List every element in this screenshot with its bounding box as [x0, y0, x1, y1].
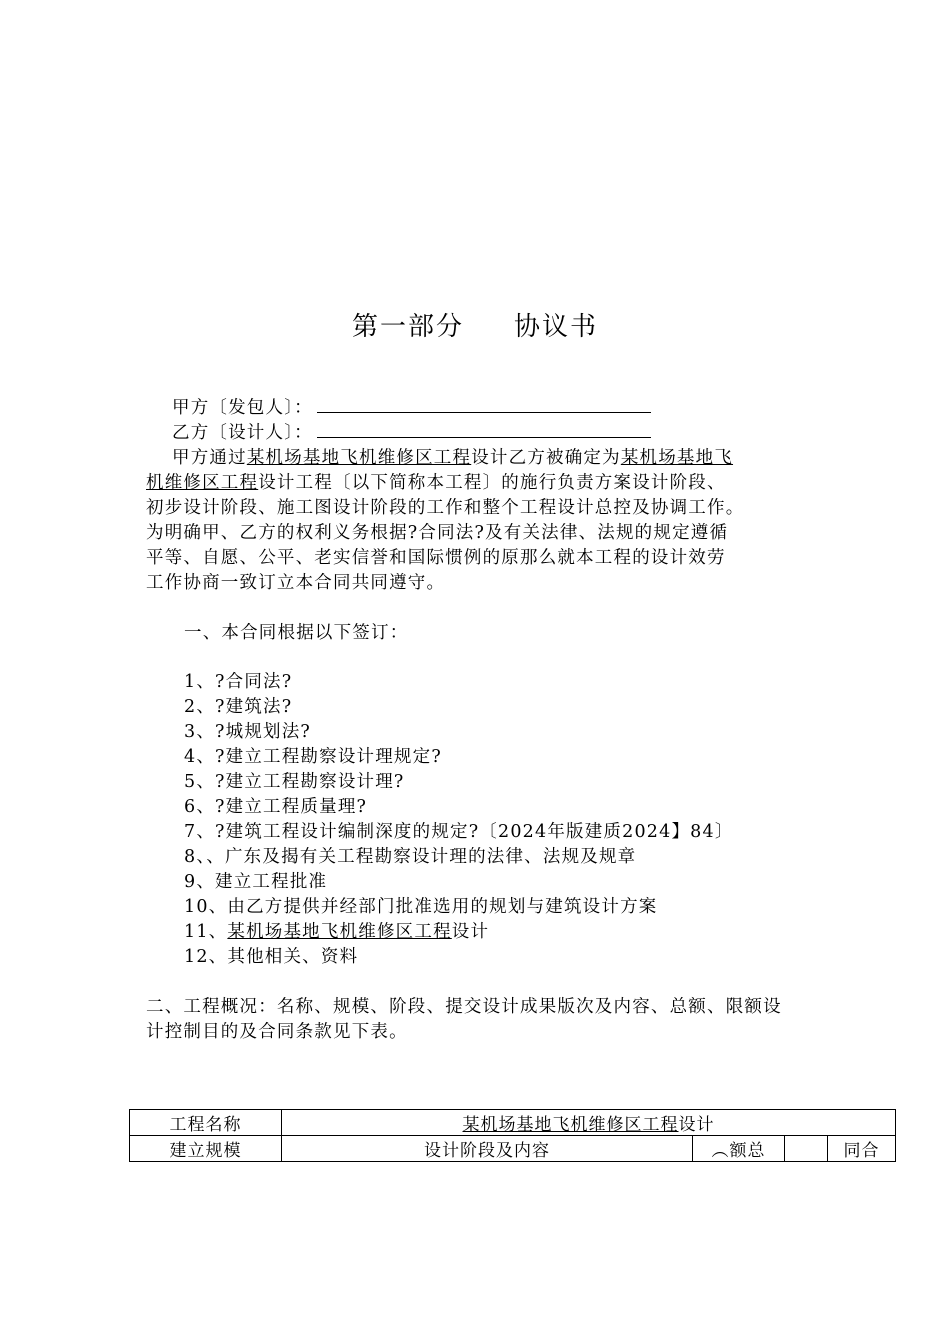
table-cell-project [282, 1110, 896, 1136]
table-cell-empty [785, 1136, 828, 1162]
basis-item: 3、?城规划法? [184, 722, 311, 742]
section-2-line-2: 计控制目的及合同条款见下表。 [146, 1022, 408, 1042]
table-cell-header: 同合 [828, 1136, 896, 1162]
intro-line-1 [172, 444, 733, 469]
party-a-line [172, 394, 651, 419]
project-name: 某机场基地飞机维修区工程 [462, 1115, 679, 1135]
intro-text: 设计工程〔以下简称本工程〕的施行负责方案设计阶段、 [258, 473, 726, 493]
project-summary-table [129, 1109, 896, 1162]
intro-line-2 [146, 469, 726, 494]
basis-item: 8、、广东及揭有关工程勘察设计理的法律、法规及规章 [184, 847, 637, 867]
basis-item: 2、?建筑法? [184, 697, 293, 717]
basis-item: 12、其他相关、资料 [184, 947, 359, 967]
basis-item: 10、由乙方提供并经部门批准选用的规划与建筑设计方案 [184, 897, 658, 917]
table-cell-header: 设计阶段及内容 [282, 1136, 693, 1162]
intro-text: 甲方通过 [172, 448, 247, 468]
section-2-line-1: 二、工程概况：名称、规模、阶段、提交设计成果版次及内容、总额、限额设 [146, 997, 782, 1017]
project-name: 某机场基地飞机维修区工程 [227, 922, 452, 942]
basis-item: 4、?建立工程勘察设计理规定? [184, 747, 442, 767]
basis-item: 1、?合同法? [184, 672, 293, 692]
item-number: 11、 [184, 922, 228, 942]
cell-text: 设计 [678, 1115, 715, 1135]
intro-line-3: 初步设计阶段、施工图设计阶段的工作和整个工程设计总控及协调工作。 [146, 498, 745, 518]
page-title [0, 306, 950, 343]
basis-item: 9、建立工程批准 [184, 872, 328, 892]
title-part: 第一部分 [351, 312, 464, 342]
table-cell-header: 工程名称 [130, 1110, 282, 1136]
basis-item-11 [184, 918, 489, 943]
party-b-label: 乙方〔设计人〕： [172, 423, 313, 443]
project-name: 某机场基地飞 [620, 448, 734, 468]
party-a-label: 甲方〔发包人〕： [172, 398, 313, 418]
intro-line-5: 平等、自愿、公平、老实信誉和国际惯例的原那么就本工程的设计效劳 [146, 548, 726, 568]
party-b-blank[interactable] [317, 423, 651, 438]
basis-item: 5、?建立工程勘察设计理? [184, 772, 405, 792]
basis-item: 7、?建筑工程设计编制深度的规定?〔2024年版建质2024】84〕 [184, 822, 734, 842]
table-row [130, 1110, 896, 1136]
intro-line-6: 工作协商一致订立本合同共同遵守。 [146, 573, 446, 593]
item-text: 设计 [451, 922, 490, 942]
table-row [130, 1136, 896, 1162]
party-b-line [172, 419, 651, 444]
project-name: 机维修区工程 [146, 473, 259, 493]
title-name: 协议书 [514, 312, 599, 342]
section-1-heading: 一、本合同根据以下签订： [184, 623, 409, 643]
intro-text: 设计乙方被确定为 [471, 448, 621, 468]
table-cell-header: 建立规模 [130, 1136, 282, 1162]
basis-item: 6、?建立工程质量理? [184, 797, 368, 817]
project-name: 某机场基地飞机维修区工程 [246, 448, 472, 468]
table-cell-header: ︵额总 [693, 1136, 785, 1162]
party-a-blank[interactable] [317, 398, 651, 413]
intro-line-4: 为明确甲、乙方的权利义务根据?合同法?及有关法律、法规的规定遵循 [146, 523, 729, 543]
